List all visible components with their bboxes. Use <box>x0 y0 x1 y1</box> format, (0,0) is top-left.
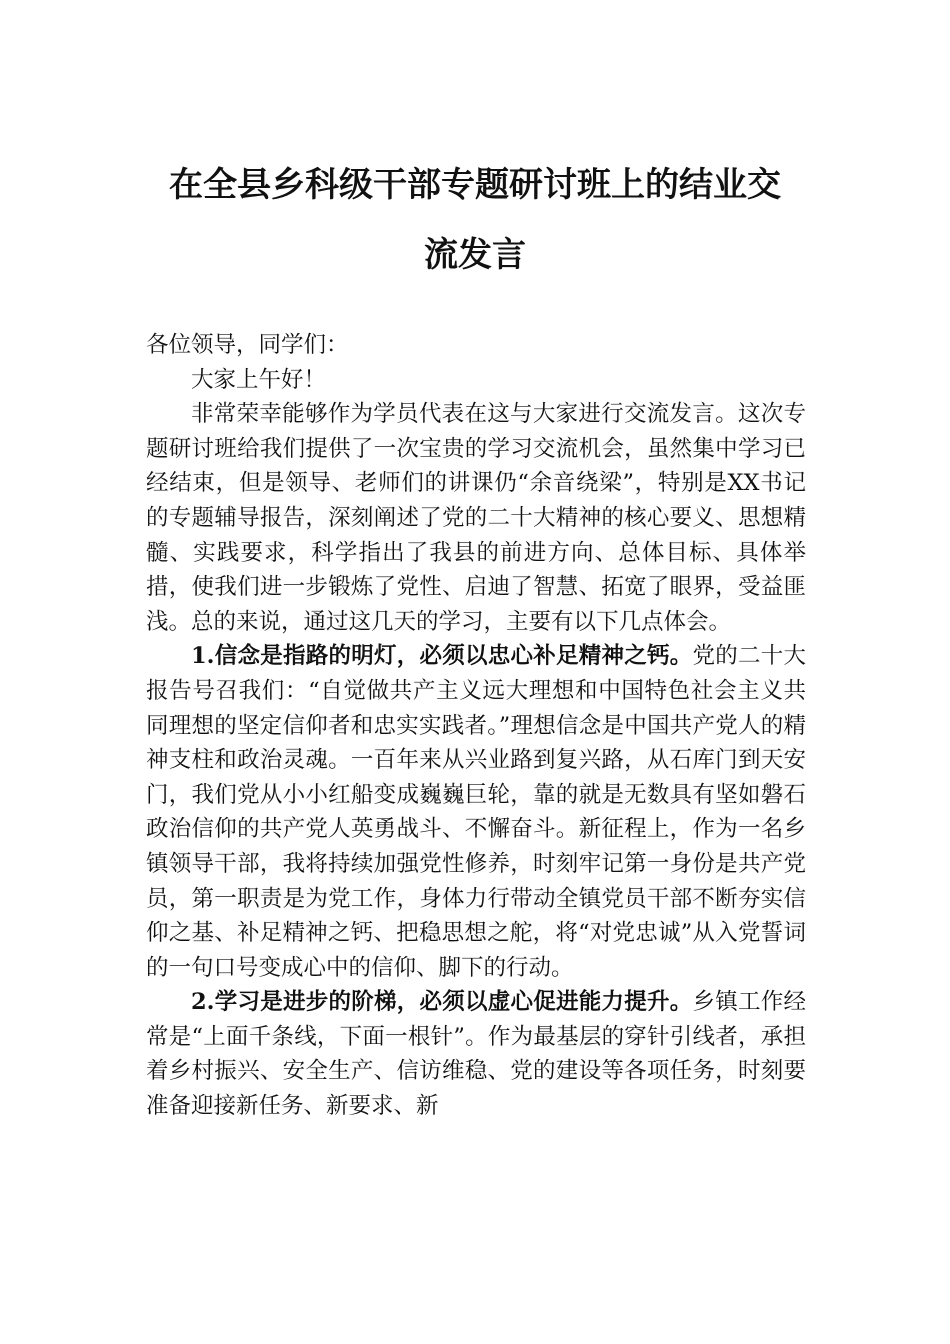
document-title-line-2: 流发言 <box>424 235 526 275</box>
salutation: 各位领导，同学们： <box>146 332 349 358</box>
point-2-body: 乡镇工作经常是“上面千条线，下面一根针”。作为最基层的穿针引线者，承担着乡村振兴、安全生产、信访维稳、党的建设等各项任务，时刻要准备迎接新任务、新要求、新 <box>146 989 806 1120</box>
point-2-paragraph <box>146 985 806 1123</box>
point-2-heading: 2.学习是进步的阶梯，必须以虚心促进能力提升。 <box>191 989 693 1016</box>
point-1-paragraph <box>146 639 806 985</box>
intro-paragraph: 非常荣幸能够作为学员代表在这与大家进行交流发言。这次专题研讨班给我们提供了一次宝贵的学习交流机会，虽然集中学习已经结束，但是领导、老师们的讲课仍“余音绕梁”，特别是XX书记的专题辅导报告，深刻阐述了党的二十大精神的核心要义、思想精髓、实践要求，科学指出了我县的前进方向、总体目标、具体举措，使我们进一步锻炼了党性、启迪了智慧、拓宽了眼界，受益匪浅。总的来说，通过这几天的学习，主要有以下几点体会。 <box>146 401 806 635</box>
point-1-heading: 1.信念是指路的明灯，必须以忠心补足精神之钙。 <box>191 643 693 670</box>
greeting: 大家上午好！ <box>191 366 327 393</box>
document-body <box>146 328 806 1124</box>
point-1-body: 党的二十大报告号召我们：“自觉做共产主义远大理想和中国特色社会主义共同理想的坚定信仰者和忠实实践者。”理想信念是中国共产党人的精神支柱和政治灵魂。一百年来从兴业路到复兴路，从石库门到天安门，我们党从小小红船变成巍巍巨轮，靠的就是无数具有坚如磐石政治信仰的共产党人英勇战斗、不懈奋斗。新征程上，作为一名乡镇领导干部，我将持续加强党性修养，时刻牢记第一身份是共产党员，第一职责是为党工作，身体力行带动全镇党员干部不断夯实信仰之基、补足精神之钙、把稳思想之舵，将“对党忠诚”从入党誓词的一句口号变成心中的信仰、脚下的行动。 <box>146 643 806 981</box>
document-title-line-1: 在全县乡科级干部专题研讨班上的结业交 <box>169 165 781 205</box>
